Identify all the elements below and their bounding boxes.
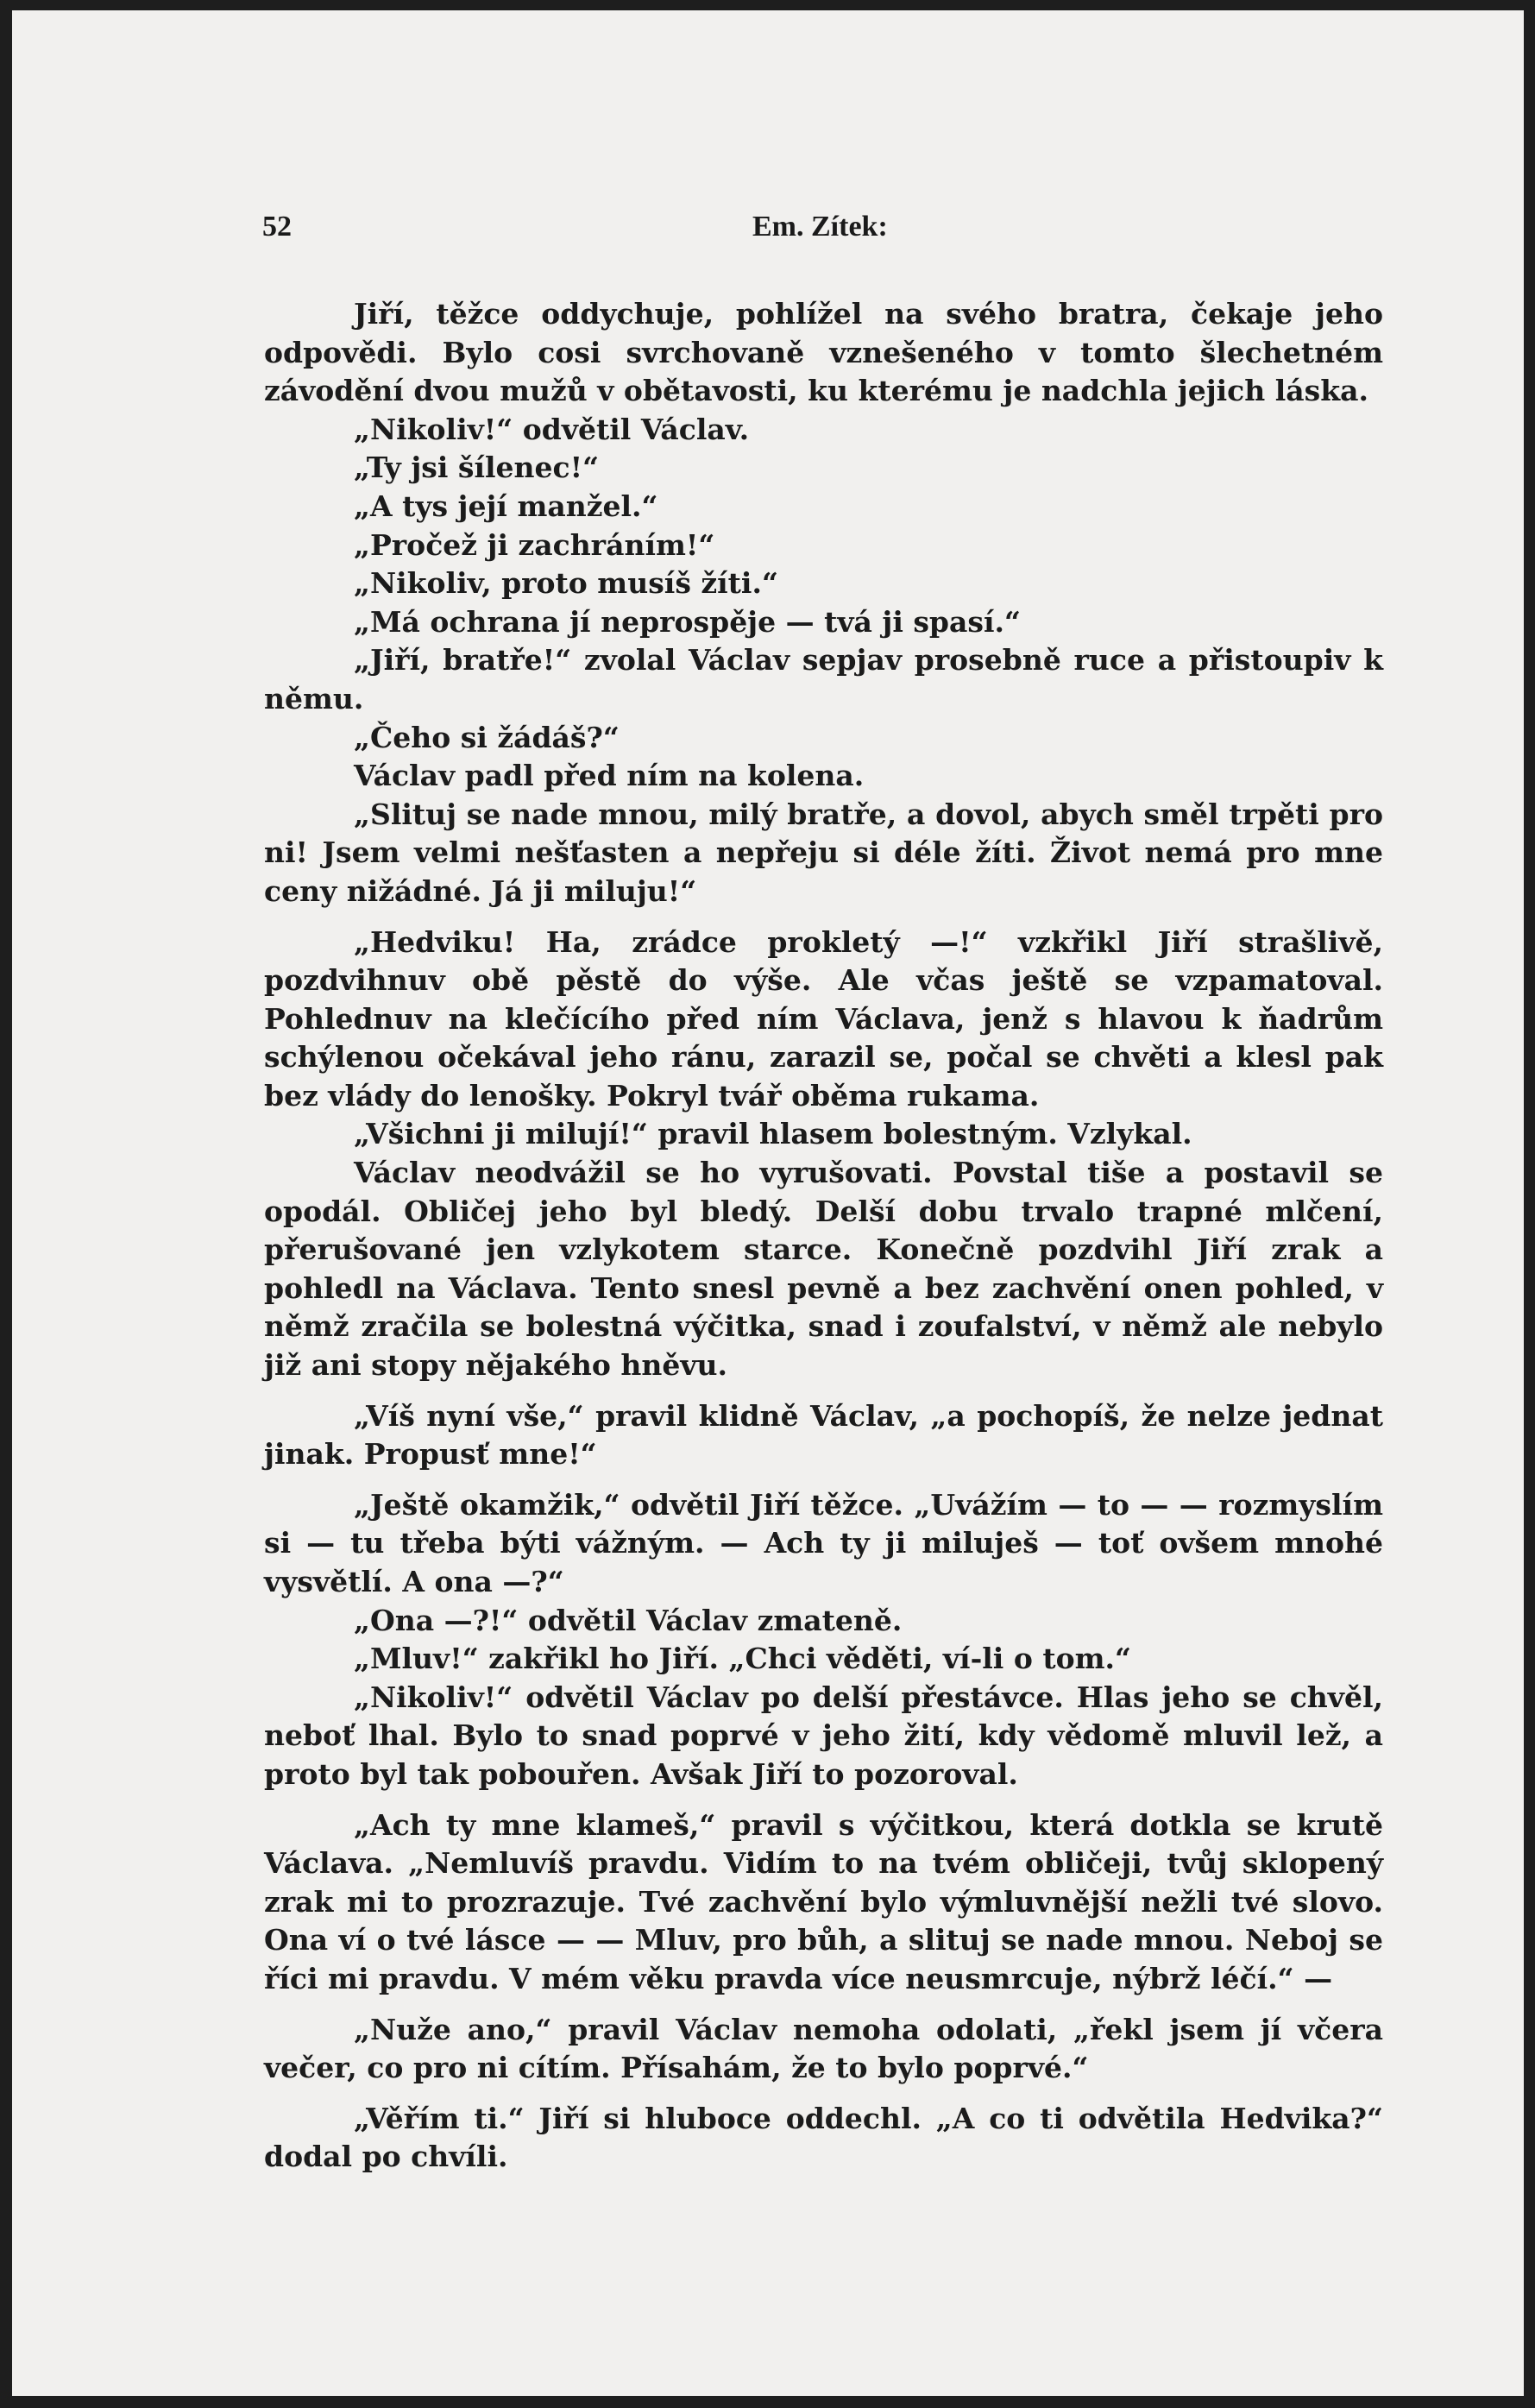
paragraph: „Víš nyní vše,“ pravil klidně Václav, „a pochopíš, že nelze jednat jinak. Propusť mne!“ — [264, 1398, 1383, 1472]
paragraph: „Ještě okamžik,“ odvětil Jiří těžce. „Uvážím — to — — rozmyslím si — tu třeba býti vážným. — Ach ty ji miluješ — toť ovšem mnohé vysvětlí. A ona —?“ — [264, 1487, 1383, 1598]
paragraph: „Ty jsi šílenec!“ — [354, 451, 600, 485]
binding-edge — [12, 10, 17, 2396]
paragraph: Jiří, těžce oddychuje, pohlížel na svého bratra, čekaje jeho odpovědi. Bylo cosi svrchovaně vznešeného v tomto šlechetném závodění dvou mužů v obětavosti, ku kterému je nadchla jejich láska. — [264, 297, 1383, 408]
running-title: Em. Zítek: — [752, 211, 888, 243]
paragraph: „Jiří, bratře!“ zvolal Václav sepjav prosebně ruce a přistoupiv k němu. — [264, 643, 1383, 715]
paragraph: „Mluv!“ zakřikl ho Jiří. „Chci věděti, ví-li o tom.“ — [354, 1642, 1131, 1676]
paragraph: „Ona —?!“ odvětil Václav zmateně. — [354, 1603, 903, 1637]
paragraph: „Nikoliv!“ odvětil Václav po delší přestávce. Hlas jeho se chvěl, neboť lhal. Bylo to snad poprvé v jeho žití, kdy vědomě mluvil lež, a proto byl tak pobouřen. Avšak Jiří to pozoroval. — [264, 1680, 1383, 1791]
paragraph: „Všichni ji milují!“ pravil hlasem bolestným. Vzlykal. — [354, 1117, 1192, 1151]
paragraph: Václav neodvážil se ho vyrušovati. Povstal tiše a postavil se opodál. Obličej jeho byl bledý. Delší dobu trvalo trapné mlčení, přerušované jen vzlykotem starce. Konečně pozdvihl Jiří zrak a pohledl na Václava. Tento snesl pevně a bez zachvění onen pohled, v němž zračila se bolestná výčitka, snad i zoufalství, v němž ale nebylo již ani stopy nějakého hněvu. — [264, 1156, 1383, 1383]
paragraph: „Pročež ji zachráním!“ — [354, 527, 715, 562]
body-text — [264, 295, 1383, 2177]
paragraph: „A tys její manžel.“ — [354, 489, 658, 523]
paragraph: „Nikoliv, proto musíš žíti.“ — [354, 566, 778, 601]
page-number: 52 — [262, 211, 292, 243]
paragraph: „Slituj se nade mnou, milý bratře, a dovol, abych směl trpěti pro ni! Jsem velmi nešťasten a nepřeju si déle žíti. Život nemá pro mne ceny nižádné. Já ji miluju!“ — [264, 797, 1383, 908]
paragraph: „Ach ty mne klameš,“ pravil s výčitkou, která dotkla se krutě Václava. „Nemluvíš pravdu. Vidím to na tvém obličeji, tvůj sklopený zrak mi to prozrazuje. Tvé zachvění bylo výmluvnější nežli tvé slovo. Ona ví o tvé lásce — — Mluv, pro bůh, a slituj se nade mnou. Neboj se říci mi pravdu. V mém věku pravda více neusmrcuje, nýbrž léčí.“ — — [264, 1807, 1383, 1995]
running-head — [262, 211, 1384, 254]
paragraph: „Věřím ti.“ Jiří si hluboce oddechl. „A co ti odvětila Hedvika?“ dodal po chvíli. — [264, 2101, 1383, 2174]
paragraph: „Hedviku! Ha, zrádce prokletý —!“ vzkřikl Jiří strašlivě, pozdvihnuv obě pěstě do výše. Ale včas ještě se vzpamatoval. Pohlednuv na klečícího před ním Václava, jenž s hlavou k ňadrům schýlenou očekával jeho ránu, zarazil se, počal se chvěti a klesl pak bez vlády do lenošky. Pokryl tvář oběma rukama. — [264, 924, 1383, 1113]
paragraph: Václav padl před ním na kolena. — [354, 759, 865, 793]
book-page — [12, 10, 1524, 2396]
paragraph: „Nuže ano,“ pravil Václav nemoha odolati, „řekl jsem jí včera večer, co pro ni cítím. Přísahám, že to bylo poprvé.“ — [264, 2012, 1383, 2085]
paragraph: „Čeho si žádáš?“ — [354, 720, 620, 754]
paragraph: „Nikoliv!“ odvětil Václav. — [354, 412, 750, 446]
paragraph: „Má ochrana jí neprospěje — tvá ji spasí.“ — [354, 604, 1021, 639]
